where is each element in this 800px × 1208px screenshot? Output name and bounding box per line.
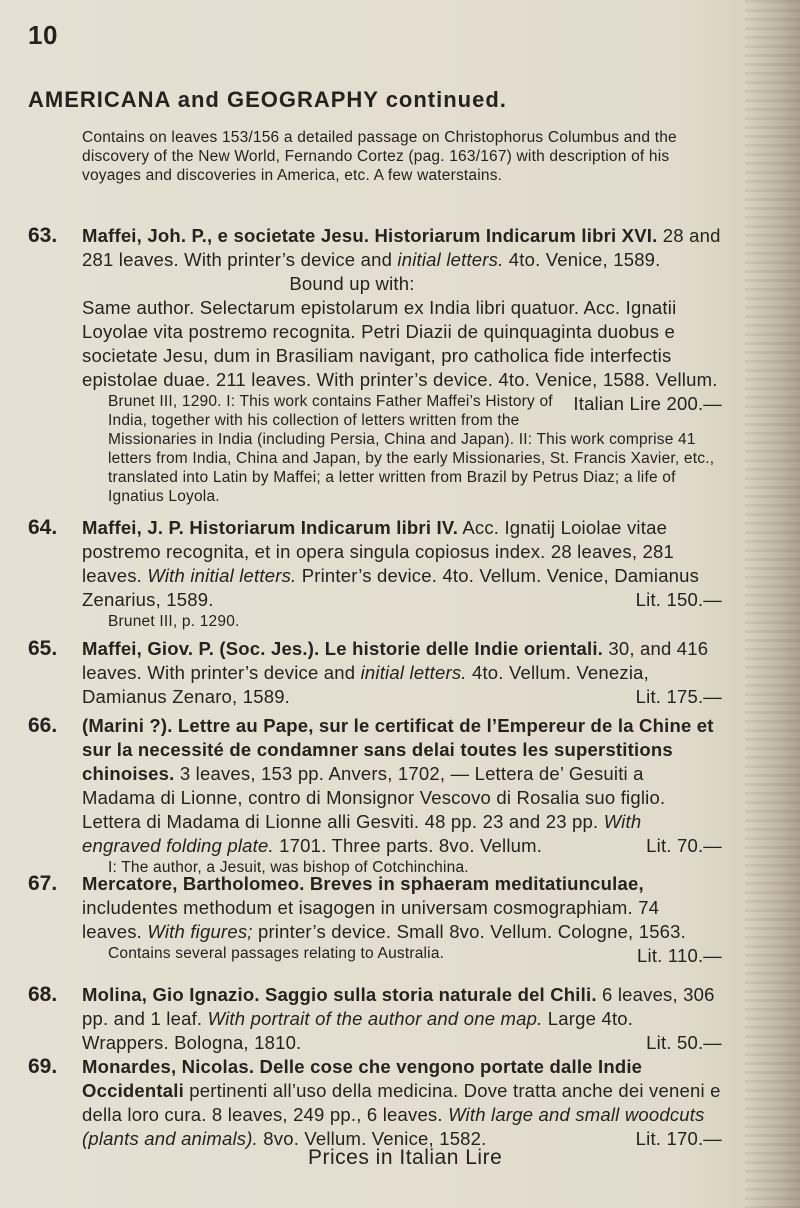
bound-with-label: Bound up with: (289, 273, 415, 294)
entry-number: 66. (28, 714, 58, 737)
page-footer: Prices in Italian Lire (308, 1146, 503, 1169)
entry-text: Large 4to. Wrappers. Bologna, 1810. (82, 1008, 634, 1053)
entry-body (82, 872, 722, 966)
entry-body (82, 637, 722, 709)
entry-body (82, 516, 722, 631)
entry-price: Lit. 110.— (637, 945, 722, 966)
catalogue-entry (28, 224, 728, 506)
entry-body (82, 714, 722, 877)
entry-note: Contains several passages relating to Australia. (108, 945, 445, 962)
entry-note: I: The author, a Jesuit, was bishop of Cotchinchina. (108, 859, 469, 876)
page-number: 10 (28, 20, 58, 50)
entry-number: 64. (28, 516, 58, 539)
entry-price: Lit. 175.— (635, 686, 722, 707)
entry-text: 6 leaves, 306 pp. and 1 leaf. (82, 984, 715, 1029)
entry-text: 3 leaves, 153 pp. Anvers, 1702, — Lettera de’ Gesuiti a Madama di Lionne, contro di Monsignor Vescovo di Rosalia suo figlio. Lettera di Madama di Lionne alli Gesviti. 48 pp. 23 and 23 pp. (82, 763, 666, 832)
entry-text: 8vo. Vellum. Venice, 1582. (257, 1128, 487, 1149)
entry-text: Same author. Selectarum epistolarum ex India libri quatuor. Acc. Ignatii Loyolae vita postremo recognita. Petri Diazii de quinquaginta duobus e societate Jesu, dum in Brasiliam navigant, pro catholica fide interfectis epistolae duae. 211 leaves. With printer’s device. 4to. Venice, 1588. Vellum. (82, 297, 718, 390)
entry-price: Lit. 70.— (646, 835, 722, 856)
entry-heading: Maffei, Joh. P., e societate Jesu. Historiarum Indicarum libri XVI. (82, 225, 658, 246)
entry-italic: initial letters. (397, 249, 504, 270)
entry-italic: With portrait of the author and one map. (207, 1008, 543, 1029)
entry-heading: (Marini ?). Lettre au Pape, sur le certificat de l’Empereur de la Chine et sur la necessité de condamner sans delai toutes les superstitions chinoises. (82, 715, 714, 784)
entry-number: 68. (28, 983, 58, 1006)
entry-price: Lit. 170.— (635, 1128, 722, 1149)
entry-number: 63. (28, 224, 58, 247)
entry-heading: Molina, Gio Ignazio. Saggio sulla storia naturale del Chili. (82, 984, 597, 1005)
entry-heading: Maffei, J. P. Historiarum Indicarum libri IV. (82, 517, 459, 538)
entry-text: 1701. Three parts. 8vo. Vellum. (273, 835, 543, 856)
entry-italic: With engraved folding plate. (82, 811, 642, 856)
entry-number: 67. (28, 872, 58, 895)
catalogue-entry (28, 516, 728, 631)
entry-italic: With large and small woodcuts (plants and animals). (82, 1104, 705, 1149)
catalogue-entry (28, 872, 728, 968)
entry-price: Lit. 50.— (646, 1032, 722, 1053)
entry-text: 30, and 416 leaves. With printer’s device and (82, 638, 709, 683)
entry-text: printer’s device. Small 8vo. Vellum. Cologne, 1563. (252, 921, 686, 942)
entry-heading: Mercatore, Bartholomeo. Breves in sphaeram meditatiunculae, (82, 873, 644, 894)
entry-text: 28 and 281 leaves. With printer’s device and (82, 225, 721, 270)
catalogue-entry (28, 1055, 728, 1151)
page-edge (745, 0, 800, 1208)
entry-italic: With figures; (147, 921, 253, 942)
entry-body (82, 983, 722, 1055)
entry-text: 4to. Venice, 1589. (503, 249, 661, 270)
catalogue-entry (28, 714, 728, 877)
catalogue-entry (28, 983, 728, 1055)
entry-text: includentes methodum et isagogen in universam cosmographiam. 74 leaves. (82, 897, 660, 942)
entry-text: Acc. Ignatij Loiolae vitae postremo recognita, et in opera singula copiosus index. 28 leaves, 281 leaves. (82, 517, 674, 586)
entry-text: Printer’s device. 4to. Vellum. Venice, Damianus Zenarius, 1589. (82, 565, 700, 610)
entry-text: pertinenti all’uso della medicina. Dove tratta anche dei veneni e della loro cura. 8 leaves, 249 pp., 6 leaves. (82, 1080, 721, 1125)
entry-price: Italian Lire 200.— (573, 393, 722, 414)
entry-body (82, 1055, 722, 1151)
entry-number: 65. (28, 637, 58, 660)
entry-price: Lit. 150.— (635, 589, 722, 610)
running-head: AMERICANA and GEOGRAPHY continued. (28, 87, 507, 112)
entry-italic: With initial letters. (147, 565, 297, 586)
entry-note: Brunet III, 1290. I: This work contains Father Maffei’s History of India, together with his collection of letters written from the Missionaries in India (including Persia, China and Japan). II: This work comprise 41 letters from India, China and Japan, by the early Missionaries, St. Francis Xavier, etc., translated into Latin by Maffei; a letter written from Brazil by Petrus Diaz; a life of Ignatius Loyola. (108, 393, 715, 505)
entry-heading: Maffei, Giov. P. (Soc. Jes.). Le historie delle Indie orientali. (82, 638, 603, 659)
entry-body (82, 224, 722, 506)
entry-number: 69. (28, 1055, 58, 1078)
continued-note: Contains on leaves 153/156 a detailed passage on Christophorus Columbus and the discovery of the New World, Fernando Cortez (pag. 163/167) with description of his voyages and discoveries in America, etc. A few waterstains. (82, 129, 677, 184)
entry-text: 4to. Vellum. Venezia, Damianus Zenaro, 1589. (82, 662, 649, 707)
entry-italic: initial letters. (360, 662, 467, 683)
entry-note: Brunet III, p. 1290. (108, 613, 240, 630)
entry-heading: Monardes, Nicolas. Delle cose che vengono portate dalle Indie Occidentali (82, 1056, 643, 1101)
catalogue-entry (28, 637, 728, 709)
